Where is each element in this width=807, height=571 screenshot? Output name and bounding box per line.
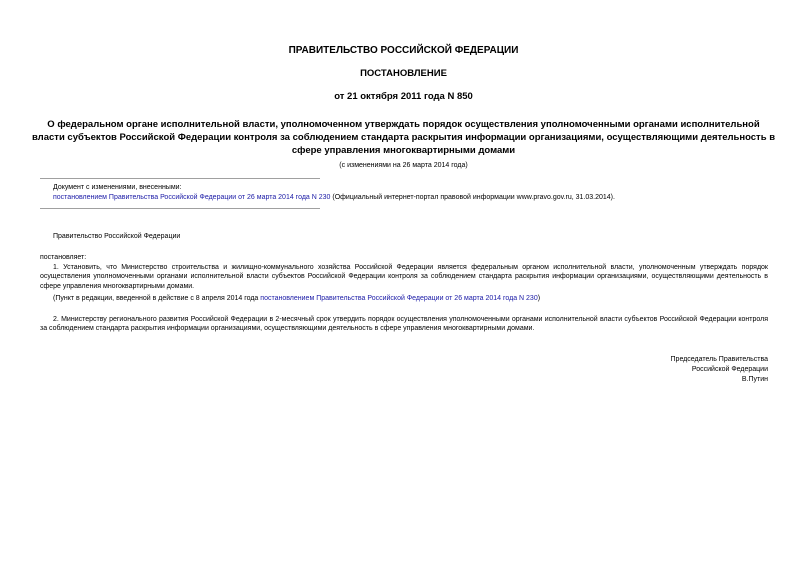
point-1-note: [40, 294, 768, 303]
doc-date-number: от 21 октября 2011 года N 850: [334, 91, 473, 102]
decides-text: постановляет:: [40, 254, 87, 261]
amendment-link[interactable]: постановлением Правительства Российской Федерации от 26 марта 2014 года N 230: [53, 194, 331, 201]
point-1: 1. Установить, что Министерство строительства и жилищно-коммунального хозяйства Российской Федерации является федеральным органом исполнительной власти, уполномоченным утверждать порядок осуществления уполномоченными органами исполнительной власти субъектов Российской Федерации контроля за соблюдением стандарта раскрытия информации организациями, осуществляющими деятельность в сфере управления многоквартирными домами.: [40, 264, 768, 290]
signature-block: [671, 355, 768, 386]
doc-type-heading: ПОСТАНОВЛЕНИЕ: [360, 68, 447, 79]
signature-name: В.Путин: [741, 376, 768, 384]
government-heading: ПРАВИТЕЛЬСТВО РОССИЙСКОЙ ФЕДЕРАЦИИ: [288, 45, 519, 56]
point-2: 2. Министерству регионального развития Российской Федерации в 2-месячный срок утвердить порядок осуществления уполномоченными органами исполнительной власти субъектов Российской Федерации контроля за соблюдением стандарта раскрытия информации организациями, осуществляющими деятельность в сфере управления многоквартирными домами.: [40, 316, 768, 333]
note-link[interactable]: постановлением Правительства Российской Федерации от 26 марта 2014 года N 230: [260, 295, 538, 302]
note-suffix: ): [537, 295, 541, 302]
note-prefix: (Пункт в редакции, введенной в действие с 8 апреля 2014 года: [53, 295, 261, 302]
edition-note: (с изменениями на 26 марта 2014 года): [339, 162, 468, 169]
amendments-line: [53, 193, 615, 202]
divider-top: [40, 178, 320, 179]
document-title: О федеральном органе исполнительной власти, уполномоченном утверждать порядок осуществления уполномоченными органами исполнительной власти субъектов Российской Федерации контроля за соблюдением стандарта раскрытия информации организациями, осуществляющими деятельность в сфере управления многоквартирными домами: [31, 119, 776, 156]
amendment-source: (Официальный интернет-портал правовой информации www.pravo.gov.ru, 31.03.2014).: [330, 194, 615, 201]
divider-bottom: [40, 208, 320, 209]
issuer-text: Правительство Российской Федерации: [53, 233, 181, 240]
signature-title: Председатель Правительства: [670, 356, 768, 363]
signature-org: Российской Федерации: [691, 366, 768, 374]
amendments-label: Документ с изменениями, внесенными:: [53, 184, 182, 191]
